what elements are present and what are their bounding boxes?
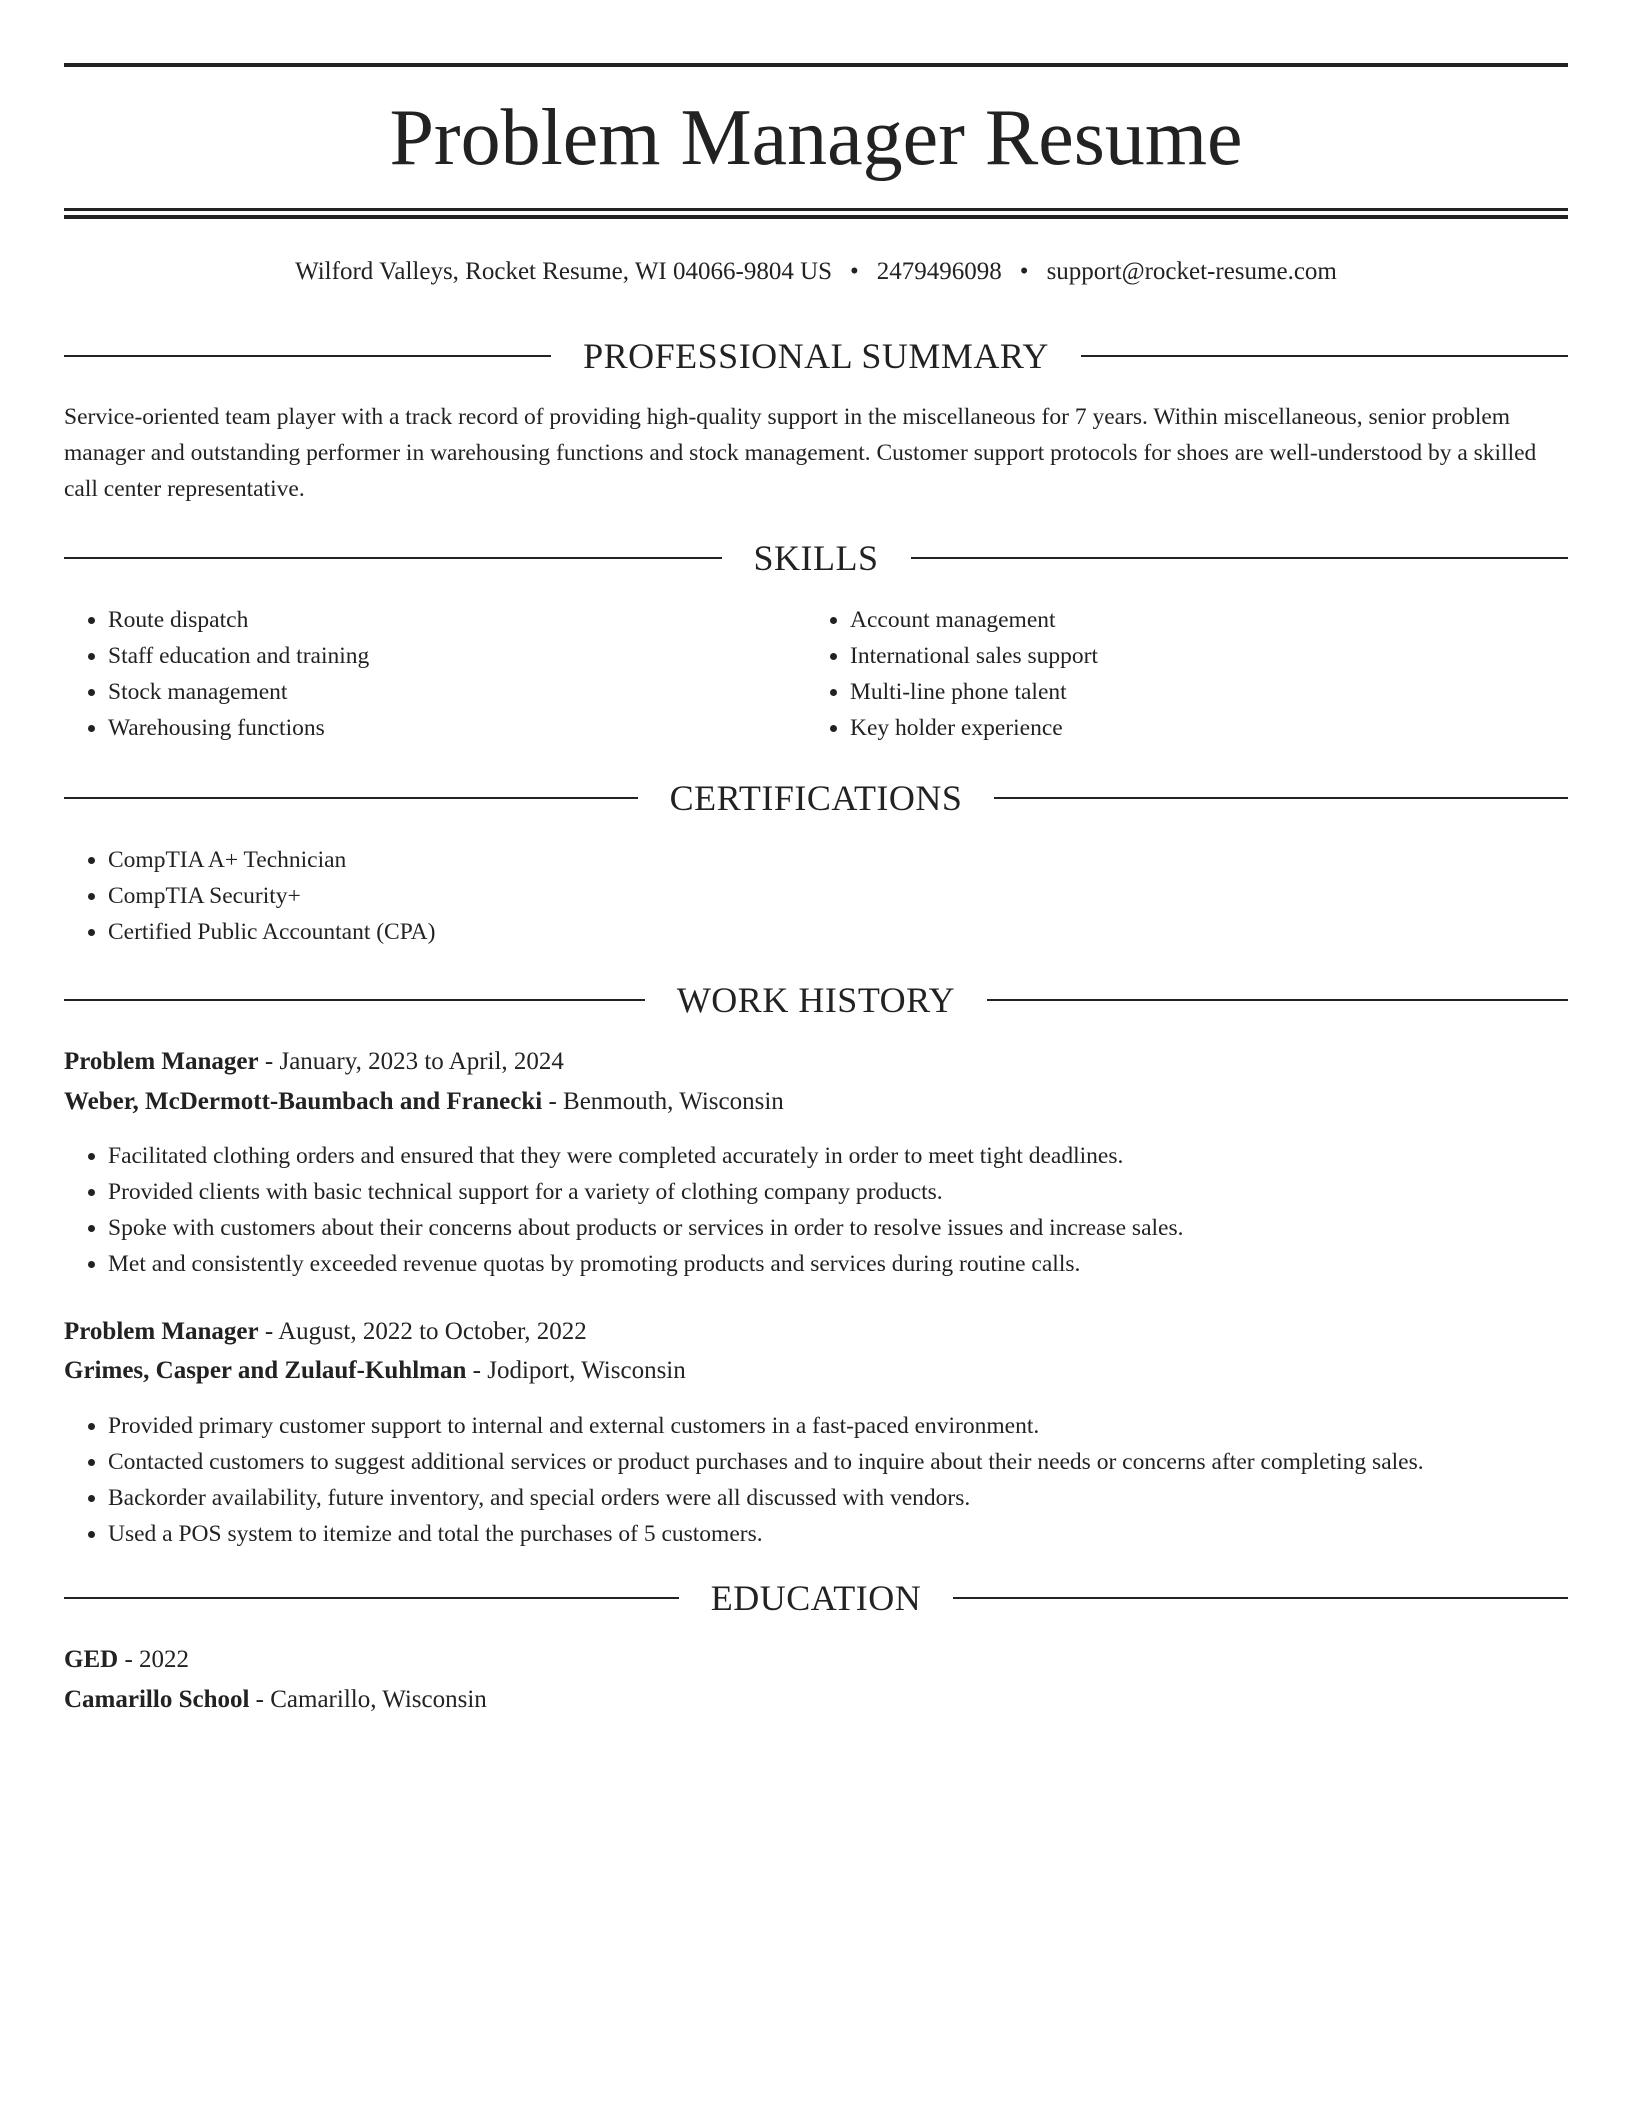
certification-item: • CompTIA A+ Technician (108, 842, 1508, 878)
section-heading-work-history (64, 975, 1568, 1025)
certifications-list (64, 842, 1508, 950)
section-heading-certifications (64, 773, 1568, 823)
heading-rule (994, 797, 1568, 799)
contact-address: Wilford Valleys, Rocket Resume, WI 04066-9804 US (295, 258, 833, 285)
job-bullet: • Met and consistently exceeded revenue quotas by promoting products and services during routine calls. (108, 1246, 1568, 1282)
job-bullets (64, 1408, 1568, 1552)
skill-item: • Route dispatch (108, 602, 808, 638)
job-bullet: • Provided clients with basic technical support for a variety of clothing company products. (108, 1174, 1568, 1210)
job-bullet: • Spoke with customers about their concerns about products or services in order to resolve issues and increase sales. (108, 1210, 1568, 1246)
job-bullet: • Contacted customers to suggest additional services or product purchases and to inquire about their needs or concerns after completing sales. (108, 1444, 1568, 1480)
job-title-line (64, 1312, 1568, 1352)
summary-text: Service-oriented team player with a track record of providing high-quality support in the miscellaneous for 7 years. Within miscellaneous, senior problem manager and outstanding performer in warehousing functions and stock management. Customer support protocols for shoes are well-understood by a skilled call center representative. (64, 404, 1537, 502)
job-bullet: • Provided primary customer support to internal and external customers in a fast-paced environment. (108, 1408, 1568, 1444)
job-bullets (64, 1138, 1568, 1282)
title-rule-upper (64, 208, 1568, 211)
skill-item: • Stock management (108, 674, 808, 710)
education-school-line (64, 1680, 1568, 1720)
certification-item: • Certified Public Accountant (CPA) (108, 914, 1508, 950)
heading-rule (953, 1597, 1568, 1599)
job-bullet: • Backorder availability, future inventory, and special orders were all discussed with vendors. (108, 1480, 1568, 1516)
section-title: PROFESSIONAL SUMMARY (583, 336, 1049, 376)
education-year: - 2022 (118, 1646, 190, 1673)
certification-item: • CompTIA Security+ (108, 878, 1508, 914)
heading-rule (64, 1597, 679, 1599)
job-location: - Jodiport, Wisconsin (466, 1357, 686, 1384)
page-title: Problem Manager Resume (389, 94, 1243, 182)
education-degree: GED (64, 1646, 119, 1673)
top-rule (64, 63, 1568, 67)
job-bullet: • Facilitated clothing orders and ensured that they were completed accurately in order to meet tight deadlines. (108, 1138, 1568, 1174)
section-heading-skills (64, 533, 1568, 583)
section-title: SKILLS (753, 538, 879, 578)
section-title: CERTIFICATIONS (669, 778, 963, 818)
skill-item: • Multi-line phone talent (850, 674, 1550, 710)
contact-line (64, 252, 1568, 292)
education-degree-line (64, 1640, 1568, 1680)
contact-email: support@rocket-resume.com (1046, 258, 1337, 285)
skill-item: • International sales support (850, 638, 1550, 674)
job-location: - Benmouth, Wisconsin (542, 1088, 784, 1115)
heading-rule (64, 355, 551, 357)
job-company: Grimes, Casper and Zulauf-Kuhlman (64, 1357, 467, 1384)
heading-rule (1081, 355, 1568, 357)
heading-rule (64, 999, 645, 1001)
section-title: EDUCATION (710, 1578, 922, 1618)
skills-list-left (64, 602, 808, 746)
job-title: Problem Manager (64, 1318, 259, 1345)
contact-phone: 2479496098 (876, 258, 1002, 285)
education-school: Camarillo School (64, 1686, 250, 1713)
title-rule-lower (64, 215, 1568, 219)
job-dates: - January, 2023 to April, 2024 (258, 1048, 564, 1075)
job-bullet: • Used a POS system to itemize and total the purchases of 5 customers. (108, 1516, 1568, 1552)
contact-separator: • (850, 258, 859, 285)
heading-rule (987, 999, 1568, 1001)
section-heading-summary (64, 331, 1568, 381)
job-company-line (64, 1082, 1568, 1122)
section-heading-education (64, 1573, 1568, 1623)
job-dates: - August, 2022 to October, 2022 (258, 1318, 587, 1345)
heading-rule (911, 557, 1569, 559)
education-location: - Camarillo, Wisconsin (249, 1686, 487, 1713)
job-title-line (64, 1042, 1568, 1082)
skills-list-right (806, 602, 1550, 746)
skill-item: • Staff education and training (108, 638, 808, 674)
skill-item: • Warehousing functions (108, 710, 808, 746)
job-company: Weber, McDermott-Baumbach and Franecki (64, 1088, 543, 1115)
heading-rule (64, 797, 638, 799)
job-title: Problem Manager (64, 1048, 259, 1075)
contact-separator: • (1019, 258, 1029, 285)
skill-item: • Account management (850, 602, 1550, 638)
section-title: WORK HISTORY (676, 980, 956, 1020)
heading-rule (64, 557, 722, 559)
job-company-line (64, 1351, 1568, 1391)
skill-item: • Key holder experience (850, 710, 1550, 746)
